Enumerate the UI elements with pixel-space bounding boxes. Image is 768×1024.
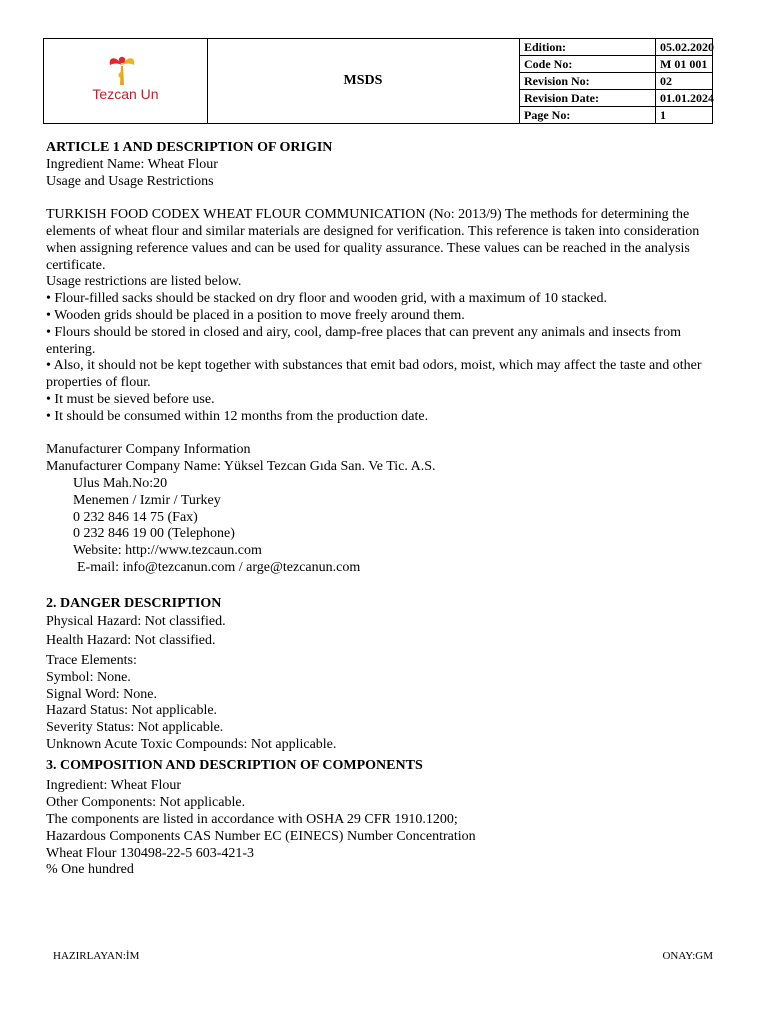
- composition-heading: 3. COMPOSITION AND DESCRIPTION OF COMPONENTS: [46, 757, 423, 773]
- meta-value: 02: [660, 74, 672, 88]
- meta-row-edition: [520, 39, 712, 56]
- document-body: [46, 140, 718, 879]
- acute-toxic: Unknown Acute Toxic Compounds: Not applicable.: [46, 736, 337, 752]
- manufacturer-heading: Manufacturer Company Information: [46, 442, 251, 458]
- website-link: Website: http://www.tezcaun.com: [73, 543, 262, 559]
- ingredient-name: Ingredient Name: Wheat Flour: [46, 156, 218, 172]
- restriction-item: • It should be consumed within 12 months from the production date.: [46, 408, 429, 424]
- meta-table: [520, 39, 712, 123]
- document-header: [43, 38, 713, 124]
- approved-by: ONAY:GM: [662, 950, 713, 962]
- company-logo-icon: [102, 51, 142, 91]
- trace-elements: Trace Elements:: [46, 652, 137, 668]
- meta-value: 05.02.2020: [660, 40, 714, 54]
- article1-heading: ARTICLE 1 AND DESCRIPTION OF ORIGIN: [46, 140, 333, 155]
- address-line: Ulus Mah.No:20: [73, 475, 168, 491]
- codex-paragraph: TURKISH FOOD CODEX WHEAT FLOUR COMMUNICATION (No: 2013/9) The methods for determining the elements of wheat flour and similar materials are designed for verification. This reference is taken into consideration when assigning reference values and can be used for quality assurance. These values can be reached in the analysis certificate.: [46, 207, 700, 273]
- fax-number: 0 232 846 14 75 (Fax): [73, 509, 198, 525]
- meta-row-revision-date: [520, 90, 712, 107]
- danger-heading: 2. DANGER DESCRIPTION: [46, 595, 222, 611]
- restrictions-intro: Usage restrictions are listed below.: [46, 274, 242, 290]
- severity-status: Severity Status: Not applicable.: [46, 720, 224, 736]
- restriction-item: • Flours should be stored in closed and airy, cool, damp-free places that can prevent any animals and insects from entering.: [46, 324, 681, 357]
- meta-row-code: [520, 56, 712, 73]
- meta-label: Revision Date:: [524, 91, 599, 105]
- prepared-by: HAZIRLAYAN:İM: [53, 950, 140, 962]
- restriction-item: • It must be sieved before use.: [46, 391, 215, 407]
- signal-word: Signal Word: None.: [46, 686, 157, 702]
- osha-note: The components are listed in accordance with OSHA 29 CFR 1910.1200;: [46, 812, 458, 828]
- restriction-item: • Also, it should not be kept together with substances that emit bad odors, moist, which may affect the taste and other properties of flour.: [46, 358, 702, 391]
- meta-row-revision: [520, 73, 712, 90]
- meta-label: Page No:: [524, 108, 571, 122]
- document-title: MSDS: [207, 39, 520, 123]
- symbol-value: Symbol: None.: [46, 669, 131, 685]
- logo-text: Tezcan Un: [92, 86, 159, 102]
- restriction-item: • Wooden grids should be placed in a position to move freely around them.: [46, 307, 465, 323]
- components-row: Wheat Flour 130498-22-5 603-421-3: [46, 845, 255, 861]
- meta-label: Edition:: [524, 40, 567, 54]
- hazard-status: Hazard Status: Not applicable.: [46, 703, 218, 719]
- components-columns: Hazardous Components CAS Number EC (EINECS) Number Concentration: [46, 828, 476, 844]
- meta-value: 1: [660, 108, 666, 122]
- meta-value: 01.01.2024: [660, 91, 714, 105]
- restriction-item: • Flour-filled sacks should be stacked on dry floor and wooden grid, with a maximum of 10 stacked.: [46, 291, 608, 307]
- other-components: Other Components: Not applicable.: [46, 795, 246, 811]
- meta-label: Revision No:: [524, 74, 590, 88]
- logo-cell: [44, 39, 208, 123]
- address-line: Menemen / Izmir / Turkey: [73, 492, 221, 508]
- manufacturer-name: Manufacturer Company Name: Yüksel Tezcan Gıda San. Ve Tic. A.S.: [46, 459, 436, 475]
- meta-row-page: [520, 107, 712, 124]
- email-address: E-mail: info@tezcanun.com / arge@tezcanun.com: [77, 559, 361, 575]
- meta-value: M 01 001: [660, 57, 708, 71]
- composition-ingredient: Ingredient: Wheat Flour: [46, 778, 182, 794]
- meta-label: Code No:: [524, 57, 573, 71]
- health-hazard: Health Hazard: Not classified.: [46, 633, 216, 649]
- physical-hazard: Physical Hazard: Not classified.: [46, 614, 226, 630]
- usage-heading: Usage and Usage Restrictions: [46, 173, 214, 189]
- phone-number: 0 232 846 19 00 (Telephone): [73, 526, 235, 542]
- concentration: % One hundred: [46, 862, 134, 878]
